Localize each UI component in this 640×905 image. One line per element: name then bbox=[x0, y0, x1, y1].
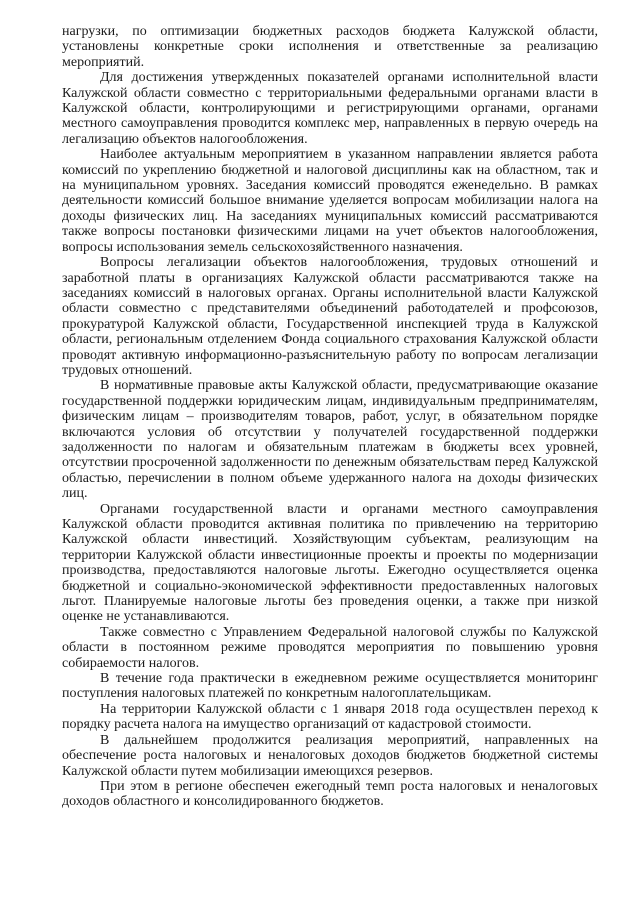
paragraph-legalization-measures: Для достижения утвержденных показателей органами исполнительной власти Калужской области совместно с территориальными федеральными органами власти в Калужской области, контролирующими и регистрирующими органами, органами местного самоуправления проводится комплекс мер, направленных в первую очередь на легализацию объектов налогообложения. bbox=[62, 70, 598, 147]
paragraph-investment-policy: Органами государственной власти и органами местного самоуправления Калужской области проводится активная политика по привлечению на территорию Калужской области инвестиций. Хозяйствующим субъектам, реализующим на территории Калужской области инвестиционные проекты и проекты по модернизации производства, предоставляются налоговые льготы. Ежегодно осуществляется оценка бюджетной и социально-экономической эффективности предоставленных налоговых льгот. Планируемые налоговые льготы без проведения оценки, а также при низкой оценке не устанавливаются. bbox=[62, 501, 598, 625]
paragraph-continuation: нагрузки, по оптимизации бюджетных расходов бюджета Калужской области, установлены конкретные сроки исполнения и ответственные за реализацию мероприятий. bbox=[62, 24, 598, 70]
paragraph-cadastral-value: На территории Калужской области с 1 января 2018 года осуществлен переход к порядку расчета налога на имущество организаций от кадастровой стоимости. bbox=[62, 701, 598, 733]
paragraph-tax-service: Также совместно с Управлением Федеральной налоговой службы по Калужской области в постоянном режиме проводятся мероприятия по повышению уровня собираемости налогов. bbox=[62, 624, 598, 671]
document-page bbox=[62, 24, 598, 810]
paragraph-state-support: В нормативные правовые акты Калужской области, предусматривающие оказание государственной поддержки юридическим лицам, индивидуальным предпринимателям, физическим лицам – производителям товаров, работ, услуг, в обязательном порядке включаются условия об отсутствии у получателей государственной поддержки задолженности по налогам и обязательным платежам в бюджеты всех уровней, отсутствии просроченной задолженности по денежным обязательствам перед Калужской областью, перечислении в полном объеме удержанного налога на доходы физических лиц. bbox=[62, 378, 598, 502]
paragraph-growth-rate: При этом в регионе обеспечен ежегодный темп роста налоговых и неналоговых доходов областного и консолидированного бюджетов. bbox=[62, 778, 598, 810]
paragraph-future-measures: В дальнейшем продолжится реализация мероприятий, направленных на обеспечение роста налоговых и неналоговых доходов бюджетов бюджетной системы Калужской области путем мобилизации имеющихся резервов. bbox=[62, 732, 598, 779]
paragraph-labor-relations: Вопросы легализации объектов налогообложения, трудовых отношений и заработной платы в организациях Калужской области рассматриваются также на заседаниях комиссий в налоговых органах. Органы исполнительной власти Калужской области совместно с представителями объединений работодателей и профсоюзов, прокуратурой Калужской области, Государственной инспекцией труда в Калужской области, региональным отделением Фонда социального страхования Калужской области проводят активную информационно-разъяснительную работу по вопросам легализации трудовых отношений. bbox=[62, 255, 598, 378]
paragraph-monitoring: В течение года практически в ежедневном режиме осуществляется мониторинг поступления налоговых платежей по конкретным налогоплательщикам. bbox=[62, 671, 598, 702]
paragraph-commissions: Наиболее актуальным мероприятием в указанном направлении является работа комиссий по укреплению бюджетной и налоговой дисциплины как на областном, так и на муниципальном уровнях. Заседания комиссий проводятся еженедельно. В рамках деятельности комиссий большое внимание уделяется вопросам мобилизации налога на доходы физических лиц. На заседаниях муниципальных комиссий рассматриваются также вопросы постановки физическими лицами на учет объектов налогообложения, вопросы использования земель сельскохозяйственного назначения. bbox=[62, 147, 598, 255]
